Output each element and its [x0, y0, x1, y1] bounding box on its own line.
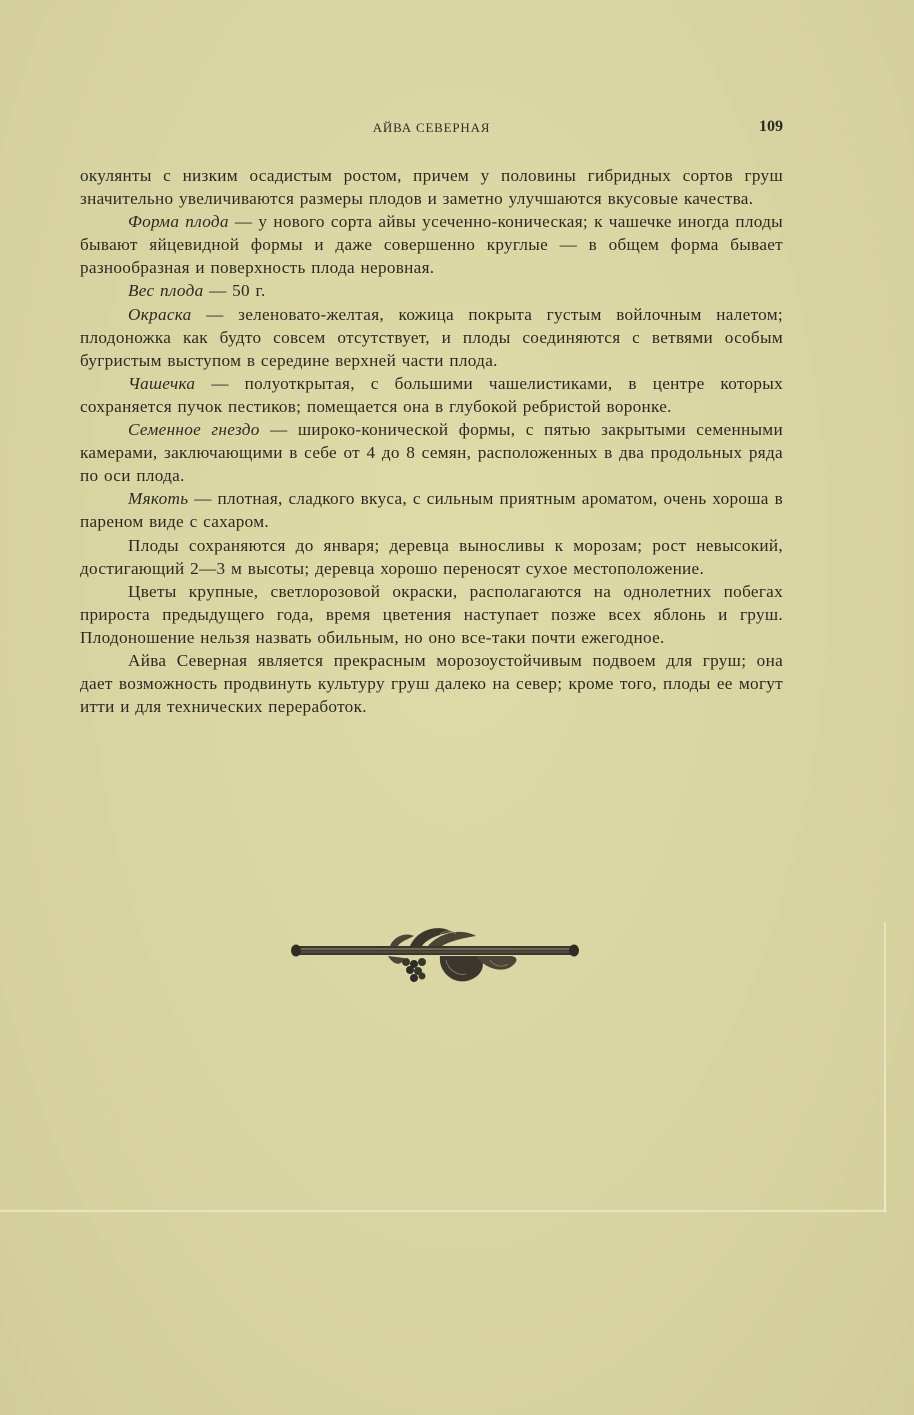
- paragraph-rootstock: [80, 649, 783, 718]
- term-seed-chamber: Семенное гнездо: [128, 420, 260, 440]
- page-header: [80, 120, 783, 142]
- paragraph-text: Цветы крупные, светлорозовой окраски, располагаются на однолетних побегах прироста предыдущего года, время цветения наступает позже всех яблонь и груш. Плодоношение нельзя назвать обильным, но оно все-таки почти ежегодное.: [80, 581, 783, 647]
- paragraph-flowers: [80, 580, 783, 649]
- paragraph-text: — плотная, сладкого вкуса, с сильным приятным ароматом, очень хороша в пареном виде с сахаром.: [80, 489, 783, 532]
- paragraph-text: окулянты с низким осадистым ростом, причем у половины гибридных сортов груш значительно увеличиваются размеры плодов и заметно улучшаются вкусовые качества.: [80, 166, 783, 209]
- paragraph-text: Плоды сохраняются до января; деревца выносливы к морозам; рост невысокий, достигающий 2—3 м высоты; деревца хорошо переносят сухое местоположение.: [80, 535, 783, 578]
- scan-margin-line: [884, 922, 886, 1212]
- term-coloring: Окраска: [128, 304, 192, 324]
- term-fruit-weight: Вес плода: [128, 281, 204, 301]
- paragraph-text: — широко-конической формы, с пятью закрытыми семенными камерами, заключающими в себе от 4 до 8 семян, расположенных в два продольных ряда по оси плода.: [80, 420, 783, 486]
- paragraph-fruit-shape: [80, 210, 783, 279]
- paragraph-calyx: [80, 372, 783, 418]
- paragraph-text: — 50 г.: [203, 281, 266, 301]
- term-fruit-shape: Форма плода: [128, 212, 229, 232]
- paragraph-text: Айва Северная является прекрасным морозоустойчивым подвоем для груш; она дает возможность продвинуть культуру груш далеко на север; кроме того, плоды ее могут итти и для технических переработок.: [80, 650, 783, 717]
- paragraph-continuation: [80, 164, 783, 210]
- scan-margin-line: [0, 1210, 886, 1212]
- paragraph-text: — полуоткрытая, с большими чашелистиками, в центре которых сохраняется пучок пестиков; помещается она в глубокой ребристой воронке.: [80, 373, 783, 416]
- paragraph-storage: [80, 534, 783, 580]
- paragraph-fruit-weight: [80, 279, 783, 302]
- running-title: АЙВА СЕВЕРНАЯ: [372, 120, 491, 135]
- body-text: [80, 164, 783, 718]
- term-calyx: Чашечка: [128, 373, 196, 393]
- paragraph-text: — у нового сорта айвы усеченно-коническая; к чашечке иногда плоды бывают яйцевидной формы и даже совершенно круглые — в общем форма бывает разнообразная и поверхность плода неровная.: [80, 212, 784, 278]
- term-flesh: Мякоть: [128, 489, 189, 509]
- paragraph-seed-chamber: [80, 418, 783, 487]
- page-number: 109: [759, 118, 783, 135]
- paragraph-text: — зеленовато-желтая, кожица покрыта густым войлочным налетом; плодоножка как будто совсем отсутствует, и плоды соединяются с ветвями особым бугристым выступом в середине верхней части плода.: [80, 304, 783, 370]
- fruit-ornament-icon: [290, 922, 580, 994]
- paragraph-flesh: [80, 487, 783, 533]
- paragraph-coloring: [80, 303, 783, 372]
